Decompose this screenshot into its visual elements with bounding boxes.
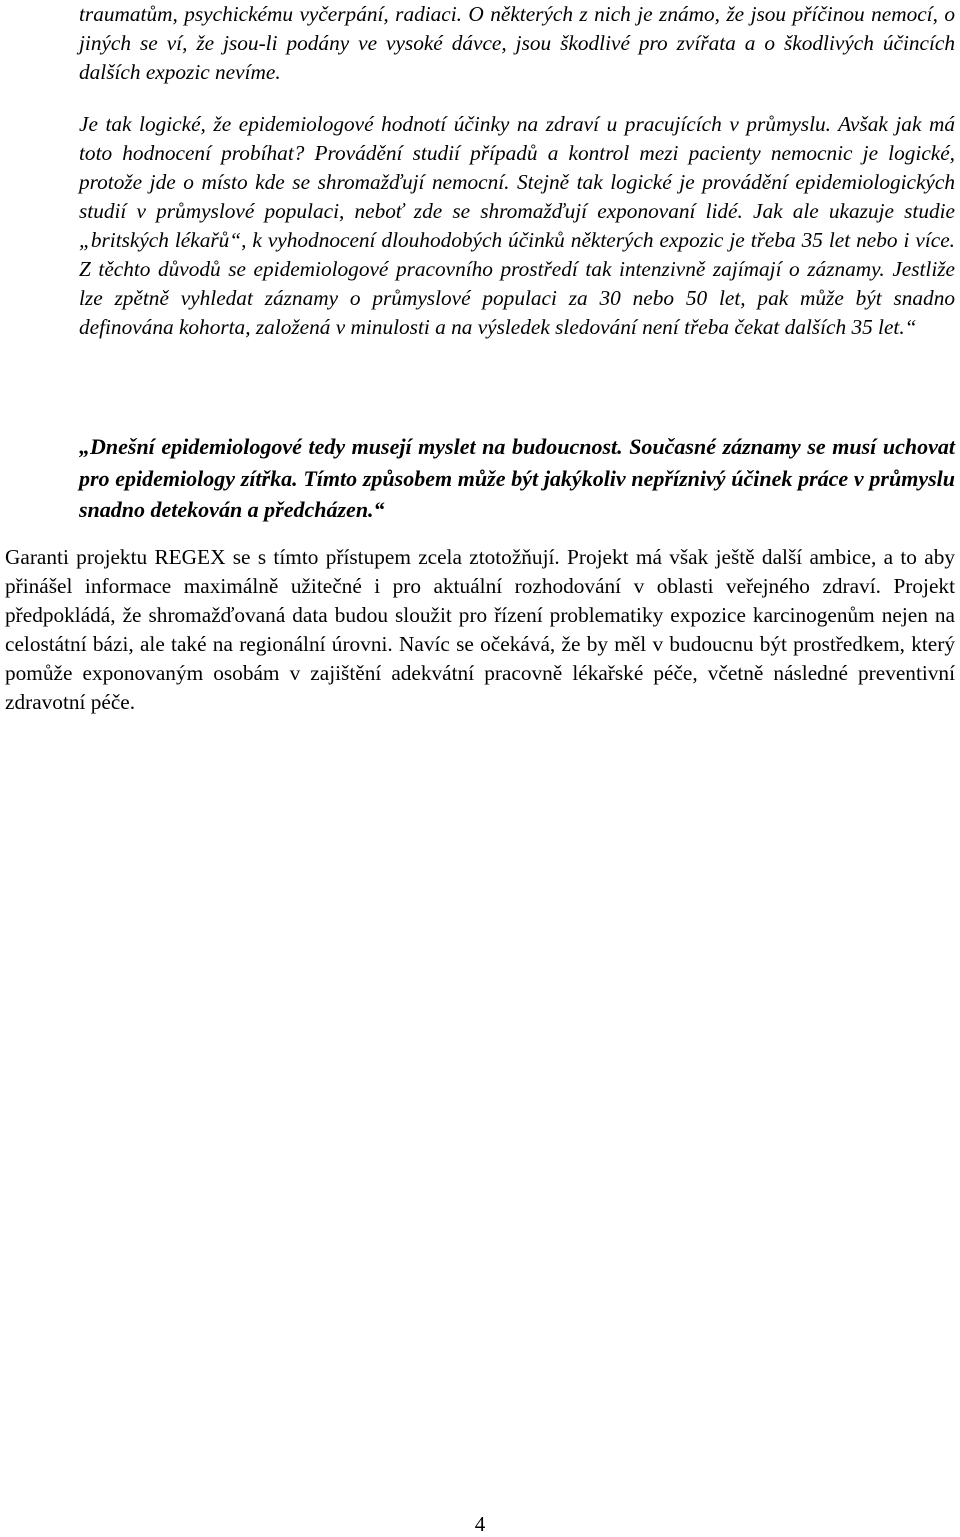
body-paragraph: Garanti projektu REGEX se s tímto přístupem zcela ztotožňují. Projekt má však ještě další ambice, a to aby přinášel informace maximálně užitečné i pro aktuální rozhodování v oblasti veřejného zdraví. Projekt předpokládá, že shromažďovaná data budou sloužit pro řízení problematiky expozice karcinogenům nejen na celostátní bázi, ale také na regionální úrovni. Navíc se očekává, že by měl v budoucnu být prostředkem, který pomůže exponovaným osobám v zajištění adekvátní pracovně lékařské péče, včetně následné preventivní zdravotní péče. <box>5 545 955 714</box>
page-number: 4 <box>474 1512 486 1536</box>
quote-paragraph-2: Je tak logické, že epidemiologové hodnotí účinky na zdraví u pracujících v průmyslu. Avšak jak má toto hodnocení probíhat? Provádění studií případů a kontrol mezi pacienty nemocnic je logické, protože jde o místo kde se shromažďují nemocní. Stejně tak logické je provádění epidemiologických studií v průmyslové populaci, neboť zde se shromažďují exponovaní lidé. Jak ale ukazuje studie „britských lékařů“, k vyhodnocení dlouhodobých účinků některých expozic je třeba 35 let nebo i více. Z těchto důvodů se epidemiologové pracovního prostředí tak intenzivně zajímají o záznamy. Jestliže lze zpětně vyhledat záznamy o průmyslové populaci za 30 nebo 50 let, pak může být snadno definována kohorta, založená v minulosti a na výsledek sledování není třeba čekat dalších 35 let.“ <box>79 112 955 339</box>
quote-paragraph-1: traumatům, psychickému vyčerpání, radiaci. O některých z nich je známo, že jsou příčinou nemocí, o jiných se ví, že jsou-li podány ve vysoké dávce, jsou škodlivé pro zvířata a o škodlivých účincích dalších expozic nevíme. <box>79 2 955 84</box>
quote-paragraph-3-emphasis: „Dnešní epidemiologové tedy musejí myslet na budoucnost. Současné záznamy se musí uchovat pro epidemiology zítřka. Tímto způsobem může být jakýkoliv nepříznivý účinek práce v průmyslu snadno detekován a předcházen.“ <box>79 434 955 522</box>
